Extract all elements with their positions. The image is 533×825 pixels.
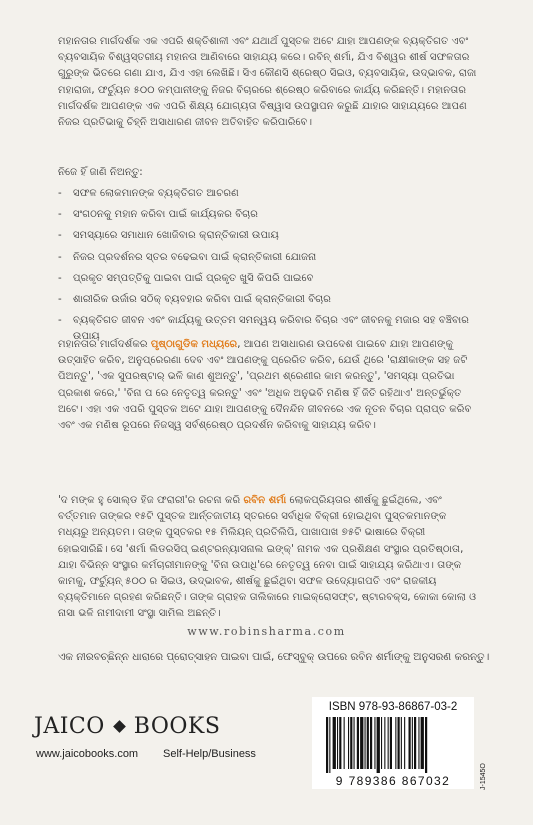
catalog-code: J-1545O	[480, 763, 487, 790]
barcode-bar	[421, 717, 424, 769]
barcode-bar	[381, 717, 382, 769]
list-item: - ସଫଳ ଲୋକମାନଙ୍କ ବ୍ୟକ୍ତିଗତ ଆଚରଣ	[58, 188, 239, 199]
tagline: ଏକ ନୀରବଚ୍ଛିନ୍ନ ଧାରାରେ ପ୍ରୋତ୍ସାହନ ପାଇବା ପାଇଁ, ଫେସ୍‌ବୁକ୍ ଉପରେ ରବିନ ଶର୍ମାଙ୍କୁ ଅନୁସରଣ କରନ୍ତୁ।	[58, 651, 490, 663]
author-paragraph: 'ଦ ମଙ୍କ ହୁ ସୋଲ୍ଡ ହିଜ ଫରାରୀ'ର ରଚନା କରି ରବିନ ଶର୍ମା ଲୋକପ୍ରିୟତାର ଶୀର୍ଷକୁ ଛୁଇଁଥିଲେ, ଏବଂ ବର୍ତ୍ତମାନ ତାଙ୍କର ୧୫ଟି ପୁସ୍ତକ ଆର୍ନ୍ତଜାତୀୟ ସ୍ତରରେ ସର୍ବାଧିକ ବିକ୍ରୀ ହୋଇଥିବା ପୁସ୍ତକମାନଙ୍କ ମଧ୍ୟରୁ ଅନ୍ୟତମ। ତାଙ୍କ ପୁସ୍ତକର ୧୫ ମିଲିୟନ୍ ପ୍ରତିଲିପି, ପାଖାପାଖ ୭୫ଟି ଭାଷାରେ ବିକ୍ରୀ ହୋଇସାରିଛି। ସେ 'ଶର୍ମା ଲିଡରସିପ୍ ଇଣ୍ଟରନ୍ୟାସନାଲ ଇଙ୍କ୍' ନାମକ ଏକ ପ୍ରଶିକ୍ଷଣ ସଂସ୍ଥାର ପ୍ରତିଷ୍ଠାତା, ଯାହା ବିଭିନ୍ନ ସଂସ୍ଥାର କର୍ମଚାରୀମାନଙ୍କୁ 'ବିନା ଉପାଧି'ରେ ନେତୃତ୍ୱ ନେବା ପାଇଁ ସାହାଯ୍ୟ କରିଥାଏ। ତାଙ୍କ କାମକୁ, ଫର୍ଚ୍ୟୁନ୍ ୫୦୦ ର ସିଇଓ, ଉଦ୍ଭାବକ, ଶୀର୍ଷକୁ ଛୁଇଁଥିବା ସଫଳ ଉଦ୍ୟୋଗପତି ଏବଂ ରାଜକୀୟ ବ୍ୟକ୍ତିମାନେ ଗ୍ରହଣ କରିଛନ୍ତି। ତାଙ୍କ ଗ୍ରାହକ ତାଲିକାରେ ମାଇକ୍ରୋସଫ୍ଟ, ଷ୍ଟାରବକ୍ସ, କୋକା କୋଲା ଓ ନାସା ଭଳି ନାମୀଦାମୀ ସଂସ୍ଥା ସାମିଲ ଅଛନ୍ତି।	[58, 495, 477, 620]
barcode-bar	[354, 717, 355, 769]
publisher-logo: JAICO BOOKS	[34, 714, 221, 739]
publisher-url: www.jaicobooks.com	[36, 748, 139, 760]
list-item: - ସମସ୍ୟାରେ ସମାଧାନ ଖୋଜିବାର କ୍ରାନ୍ତିକାରୀ ଉପାୟ	[58, 230, 279, 242]
barcode-digits: 9 789386 867032	[335, 774, 451, 788]
barcode-bar	[339, 717, 341, 769]
barcode-bar	[337, 717, 338, 769]
barcode-bar	[329, 717, 330, 773]
barcode-bar	[404, 717, 405, 769]
author-name: ରବିନ ଶର୍ମା	[243, 495, 287, 506]
list-item: - ପ୍ରକୃତ ସମ୍ପତ୍ତିକୁ ପାଇବା ପାଇଁ ପ୍ରକୃତ ଖୁସି କିପରି ପାଇବେ	[58, 272, 314, 284]
list-heading: ନିଜେ ହିଁ ଜାଣି ନିଅନ୍ତୁ:	[58, 167, 143, 178]
barcode-bar	[344, 717, 345, 769]
list-item: - ନିଜର ପ୍ରଦର୍ଶନର ସ୍ତର ବଢେଇବା ପାଇଁ କ୍ରାନ୍ତିକାରୀ ଯୋଜନା	[58, 251, 317, 263]
barcode-bar	[418, 717, 419, 769]
highlight-phrase: ପୃଷ୍ଠାଗୁଡିକ ମଧ୍ୟରେ	[150, 339, 238, 350]
list-item: - ସଂଗଠନକୁ ମହାନ କରିବା ପାଇଁ କାର୍ଯ୍ୟକର ବିଚାର	[58, 209, 258, 221]
barcode-bar	[350, 717, 352, 769]
barcode-bar	[395, 717, 396, 769]
benefits-list	[58, 186, 488, 350]
intro-paragraph: ମହାନତାର ମାର୍ଗଦର୍ଶକ ଏକ ଏପରି ଶକ୍ତିଶାଳୀ ଏବଂ ଯଥାର୍ଥ ପୁସ୍ତକ ଅଟେ ଯାହା ଆପଣଙ୍କ ବ୍ୟକ୍ତିଗତ ଏବଂ ବ୍ୟବସାୟିକ ବିଶ୍ୱସ୍ତରୀୟ ମହାନତା ଆଣିବାରେ ସାହାଯ୍ୟ କରେ। ରବିନ୍ ଶର୍ମା, ଯିଏ ବିଶ୍ୱର ଶୀର୍ଷ ସଫଳତାର ଗୁରୁଙ୍କ ଭିତରେ ଗଣା ଯାଏ, ଯିଏ ଏହା ଲେଖିଛି। ସିଏ କୌଣସି ଶ୍ରେଷ୍ଠ ସିଇଓ, ବ୍ୟବସାୟିକ, ଉଦ୍ଭାବକ, ରାଜା ମହାରାଜା, ଫର୍ଚ୍ୟୁନ ୫୦୦ କମ୍ପାନୀଙ୍କୁ ନିଜର ବିଚାରରେ ଶ୍ରେଷ୍ଠ କରିବାରେ କାର୍ଯ୍ୟ କରିଛନ୍ତି। ମହାନତାର ମାର୍ଗଦର୍ଶକ ଆପଣଙ୍କ ଏକ ଏପରି ଶିକ୍ଷ୍ୟ ଯୋଗ୍ୟତା ବିଷ୍ୱାସ ଉପସ୍ଥାପନ କରୁଛି ଯାହାର ସାହାଯ୍ୟରେ ଆପଣ ନିଜର ପ୍ରତିଭାକୁ ଚିହ୍ନି ଅସାଧାରଣ ଜୀବନ ଅତିବାହିତ କରିପାରିବେ।	[58, 36, 477, 129]
barcode-bar	[365, 717, 366, 769]
list-item: - ବ୍ୟକ୍ତିଗତ ଜୀବନ ଏବଂ କାର୍ଯ୍ୟକୁ ଉତ୍ତମ ସମନ୍ୱୟ କରିବାର ବିଚାର ଏବଂ ଜୀବନକୁ ମଜାର ସହ ବଞ୍ଚିବାର ଉପାୟ	[58, 315, 469, 342]
barcode-bar	[360, 717, 363, 769]
barcode-bar	[384, 717, 385, 769]
barcode-bar	[326, 717, 328, 773]
book-category: Self-Help/Business	[163, 748, 256, 760]
isbn-label: ISBN 978-93-86867-03-2	[328, 701, 458, 713]
mid-paragraph: ମହାନତାର ମାର୍ଗଦର୍ଶକର ପୃଷ୍ଠାଗୁଡିକ ମଧ୍ୟରେ, ଆପଣ ଅସାଧାରଣ ଉପଦେଶ ପାଇବେ ଯାହା ଆପଣଙ୍କୁ ଉତ୍ସାହିତ କରିବ, ଅନୁପ୍ରେରଣା ଦେବ ଏବଂ ଆପଣଙ୍କୁ ପ୍ରେରିତ କରିବ, ଯେଉଁ ଥିରେ 'ରାକ୍ଷୀକାଙ୍କ ସହ ଜଟି ପିଅନ୍ତୁ', 'ଏକ ସୁପରଷ୍ଟାର୍ ଭଳି କାଣ ଶୁଅନ୍ତୁ', 'ପ୍ରଥମ ଶ୍ରେଣୀର କାମ କରନ୍ତୁ', 'ସମସ୍ୟା ପ୍ରତିଭା ପ୍ରକାଶ କରେ,' 'ବିନା ପ ରେ ନେତୃତ୍ୱ କରନ୍ତୁ' ଏବଂ 'ଅଧିକ ଅନୁଭବି ମଣିଷ ହିଁ ଜିତି ରହିଥାଏ' ଅନ୍ତର୍ଭୁକ୍ତ ଅଟେ। ଏହା ଏକ ଏପରି ପୁସ୍ତକ ଅଟେ ଯାହା ଆପଣଙ୍କୁ ଦୈନନ୍ଦିନ ଜୀବନରେ ଏକ ନୂତନ ବିଚାର ପ୍ରାପ୍ତ କରିବ ଏବଂ ଏକ ମଣିଷ ରୂପରେ ନିଜସ୍ୱ ସର୍ବଶ୍ରେଷ୍ଠ ପ୍ରଦର୍ଶନ କରିବାକୁ ସାହାଯ୍ୟ କରିବ।	[58, 339, 472, 432]
barcode-bar	[409, 717, 411, 769]
barcode-bar	[367, 717, 369, 769]
barcode-bar	[333, 717, 336, 769]
isbn-barcode-box	[312, 697, 474, 789]
barcode-bar	[390, 717, 392, 769]
barcode-bar	[401, 717, 402, 769]
barcode-bar	[412, 717, 413, 769]
barcode-icon	[326, 717, 460, 773]
diamond-icon	[113, 720, 126, 733]
barcode-bar	[348, 717, 349, 769]
barcode-bar	[377, 717, 380, 773]
barcode-bar	[357, 717, 359, 769]
author-website: www.robinsharma.com	[187, 625, 346, 638]
barcode-bar	[398, 717, 400, 769]
barcode-bar	[388, 717, 389, 769]
barcode-bar	[370, 717, 372, 769]
list-item: - ଶାରୀରିକ ଉର୍ଜାର ସଠିକ୍ ବ୍ୟବହାର କରିବା ପାଇଁ କ୍ରାନ୍ତିକାରୀ ବିଚାର	[58, 293, 332, 305]
barcode-bar	[425, 717, 427, 773]
barcode-bar	[414, 717, 416, 769]
barcode-bar	[374, 717, 375, 769]
